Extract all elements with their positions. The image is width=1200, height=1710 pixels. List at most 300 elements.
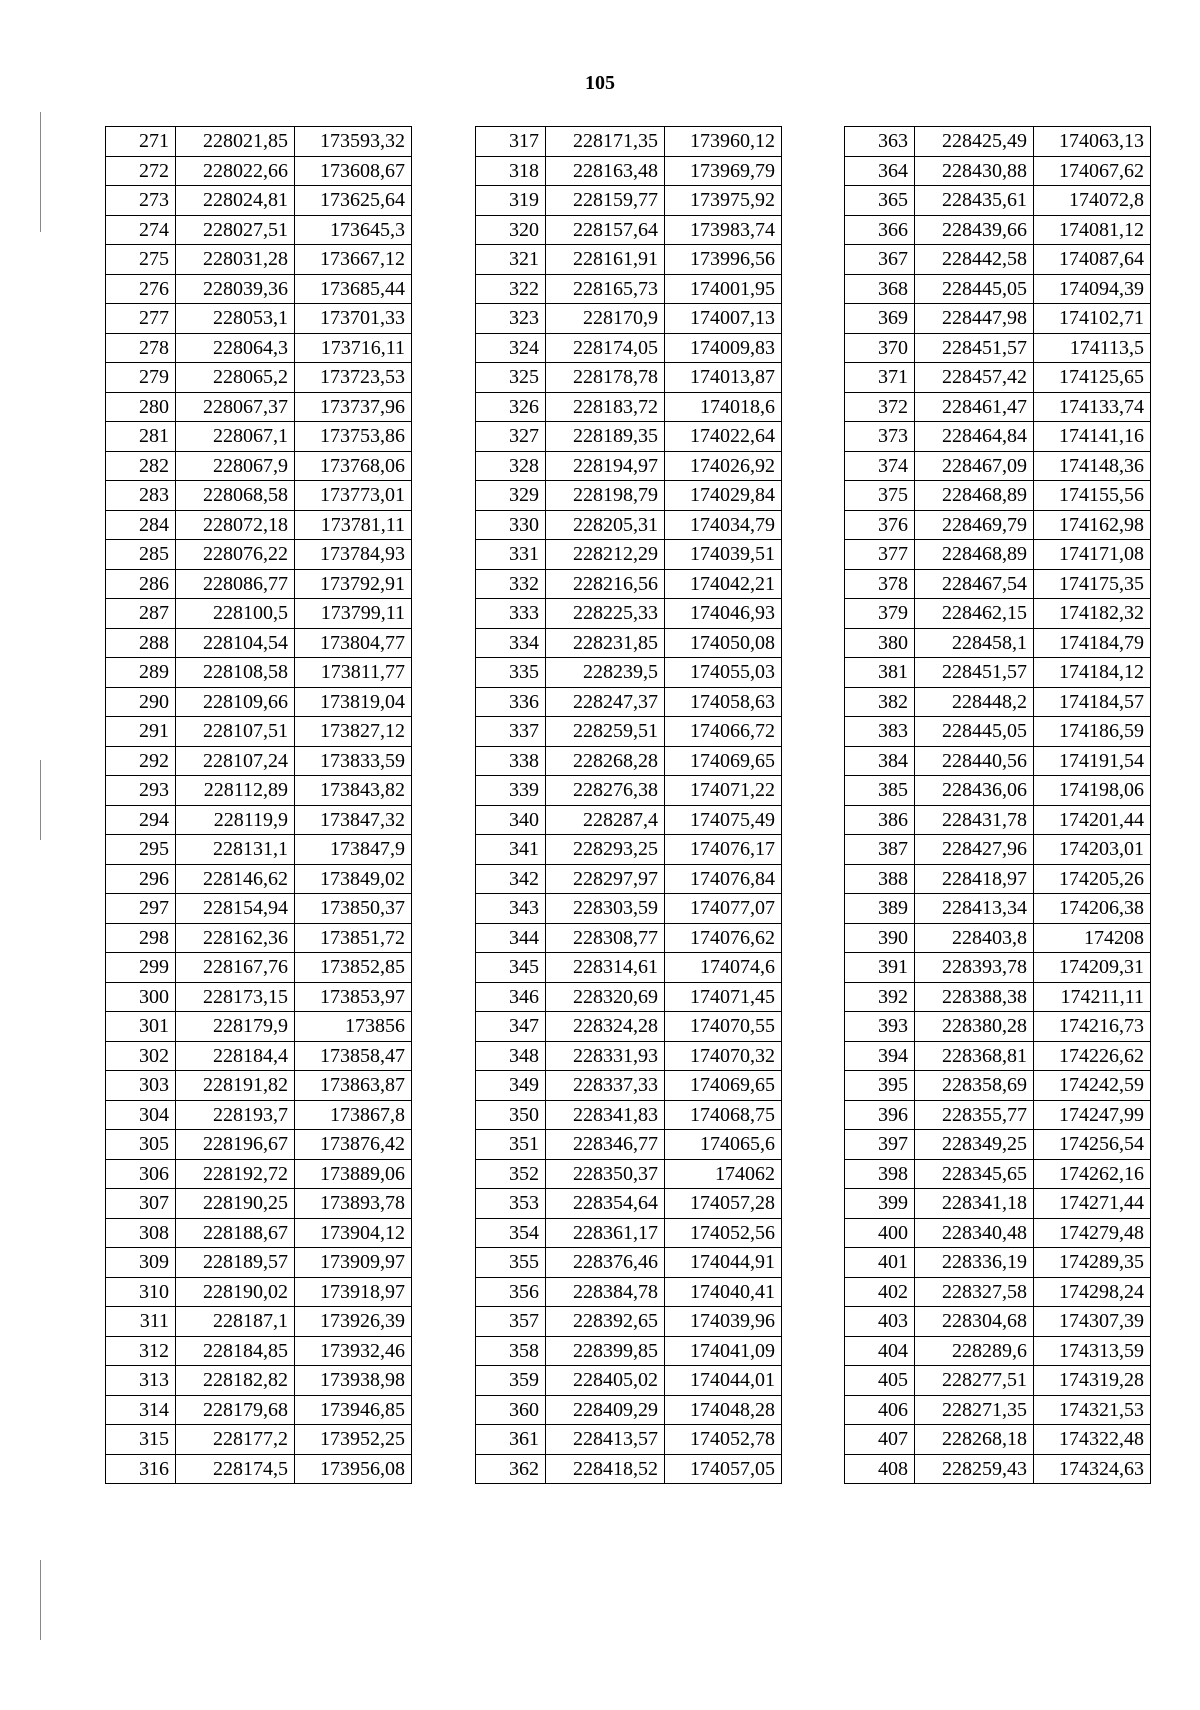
table-row: [845, 894, 1151, 924]
x-coordinate-cell: 228159,77: [546, 186, 665, 216]
y-coordinate-cell: 173918,97: [295, 1277, 412, 1307]
coordinate-table: [105, 126, 412, 1484]
y-coordinate-cell: 174041,09: [665, 1336, 782, 1366]
table-row: [845, 569, 1151, 599]
y-coordinate-cell: 174226,62: [1034, 1041, 1151, 1071]
y-coordinate-cell: 174298,24: [1034, 1277, 1151, 1307]
point-number-cell: 391: [845, 953, 915, 983]
x-coordinate-cell: 228435,61: [915, 186, 1034, 216]
x-coordinate-cell: 228107,51: [176, 717, 295, 747]
point-number-cell: 337: [476, 717, 546, 747]
table-row: [476, 864, 782, 894]
point-number-cell: 386: [845, 805, 915, 835]
x-coordinate-cell: 228184,4: [176, 1041, 295, 1071]
x-coordinate-cell: 228469,79: [915, 510, 1034, 540]
x-coordinate-cell: 228225,33: [546, 599, 665, 629]
point-number-cell: 272: [106, 156, 176, 186]
y-coordinate-cell: 174289,35: [1034, 1248, 1151, 1278]
y-coordinate-cell: 174052,78: [665, 1425, 782, 1455]
y-coordinate-cell: 174076,17: [665, 835, 782, 865]
x-coordinate-cell: 228427,96: [915, 835, 1034, 865]
y-coordinate-cell: 174313,59: [1034, 1336, 1151, 1366]
point-number-cell: 274: [106, 215, 176, 245]
x-coordinate-cell: 228065,2: [176, 363, 295, 393]
table-row: [106, 186, 412, 216]
y-coordinate-cell: 174125,65: [1034, 363, 1151, 393]
x-coordinate-cell: 228436,06: [915, 776, 1034, 806]
y-coordinate-cell: 173893,78: [295, 1189, 412, 1219]
table-row: [106, 658, 412, 688]
y-coordinate-cell: 174050,08: [665, 628, 782, 658]
x-coordinate-cell: 228418,97: [915, 864, 1034, 894]
y-coordinate-cell: 174307,39: [1034, 1307, 1151, 1337]
y-coordinate-cell: 174044,91: [665, 1248, 782, 1278]
table-row: [476, 1100, 782, 1130]
point-number-cell: 405: [845, 1366, 915, 1396]
point-number-cell: 291: [106, 717, 176, 747]
point-number-cell: 308: [106, 1218, 176, 1248]
point-number-cell: 397: [845, 1130, 915, 1160]
y-coordinate-cell: 173667,12: [295, 245, 412, 275]
x-coordinate-cell: 228464,84: [915, 422, 1034, 452]
y-coordinate-cell: 173849,02: [295, 864, 412, 894]
y-coordinate-cell: 174034,79: [665, 510, 782, 540]
y-coordinate-cell: 174211,11: [1034, 982, 1151, 1012]
x-coordinate-cell: 228068,58: [176, 481, 295, 511]
y-coordinate-cell: 173856: [295, 1012, 412, 1042]
point-number-cell: 374: [845, 451, 915, 481]
table-row: [476, 599, 782, 629]
point-number-cell: 362: [476, 1454, 546, 1484]
table-row: [106, 156, 412, 186]
x-coordinate-cell: 228276,38: [546, 776, 665, 806]
y-coordinate-cell: 174007,13: [665, 304, 782, 334]
table-row: [845, 215, 1151, 245]
x-coordinate-cell: 228451,57: [915, 333, 1034, 363]
point-number-cell: 309: [106, 1248, 176, 1278]
table-row: [845, 599, 1151, 629]
x-coordinate-cell: 228216,56: [546, 569, 665, 599]
table-row: [845, 1071, 1151, 1101]
y-coordinate-cell: 174039,96: [665, 1307, 782, 1337]
y-coordinate-cell: 174063,13: [1034, 127, 1151, 157]
x-coordinate-cell: 228165,73: [546, 274, 665, 304]
table-row: [845, 805, 1151, 835]
y-coordinate-cell: 174247,99: [1034, 1100, 1151, 1130]
x-coordinate-cell: 228188,67: [176, 1218, 295, 1248]
y-coordinate-cell: 174141,16: [1034, 422, 1151, 452]
y-coordinate-cell: 173852,85: [295, 953, 412, 983]
y-coordinate-cell: 174076,84: [665, 864, 782, 894]
x-coordinate-cell: 228268,18: [915, 1425, 1034, 1455]
table-row: [106, 835, 412, 865]
x-coordinate-cell: 228178,78: [546, 363, 665, 393]
table-row: [106, 864, 412, 894]
y-coordinate-cell: 173753,86: [295, 422, 412, 452]
y-coordinate-cell: 174184,79: [1034, 628, 1151, 658]
y-coordinate-cell: 173833,59: [295, 746, 412, 776]
y-coordinate-cell: 173889,06: [295, 1159, 412, 1189]
y-coordinate-cell: 174203,01: [1034, 835, 1151, 865]
table-row: [845, 1100, 1151, 1130]
point-number-cell: 399: [845, 1189, 915, 1219]
table-row: [106, 894, 412, 924]
table-row: [476, 1041, 782, 1071]
x-coordinate-cell: 228108,58: [176, 658, 295, 688]
x-coordinate-cell: 228021,85: [176, 127, 295, 157]
point-number-cell: 370: [845, 333, 915, 363]
x-coordinate-cell: 228194,97: [546, 451, 665, 481]
point-number-cell: 404: [845, 1336, 915, 1366]
table-row: [476, 717, 782, 747]
table-row: [106, 569, 412, 599]
y-coordinate-cell: 174029,84: [665, 481, 782, 511]
y-coordinate-cell: 173996,56: [665, 245, 782, 275]
x-coordinate-cell: 228384,78: [546, 1277, 665, 1307]
table-row: [845, 1041, 1151, 1071]
x-coordinate-cell: 228341,83: [546, 1100, 665, 1130]
table-row: [106, 510, 412, 540]
point-number-cell: 322: [476, 274, 546, 304]
y-coordinate-cell: 174319,28: [1034, 1366, 1151, 1396]
y-coordinate-cell: 173858,47: [295, 1041, 412, 1071]
x-coordinate-cell: 228403,8: [915, 923, 1034, 953]
table-row: [476, 1189, 782, 1219]
table-row: [476, 422, 782, 452]
table-row: [106, 923, 412, 953]
x-coordinate-cell: 228336,19: [915, 1248, 1034, 1278]
y-coordinate-cell: 174201,44: [1034, 805, 1151, 835]
x-coordinate-cell: 228027,51: [176, 215, 295, 245]
x-coordinate-cell: 228107,24: [176, 746, 295, 776]
table-row: [476, 1395, 782, 1425]
point-number-cell: 368: [845, 274, 915, 304]
table-row: [845, 1425, 1151, 1455]
y-coordinate-cell: 174133,74: [1034, 392, 1151, 422]
table-row: [845, 628, 1151, 658]
table-row: [845, 1012, 1151, 1042]
x-coordinate-cell: 228467,09: [915, 451, 1034, 481]
point-number-cell: 299: [106, 953, 176, 983]
y-coordinate-cell: 174066,72: [665, 717, 782, 747]
x-coordinate-cell: 228157,64: [546, 215, 665, 245]
x-coordinate-cell: 228247,37: [546, 687, 665, 717]
y-coordinate-cell: 174057,05: [665, 1454, 782, 1484]
y-coordinate-cell: 174001,95: [665, 274, 782, 304]
x-coordinate-cell: 228067,9: [176, 451, 295, 481]
table-row: [845, 451, 1151, 481]
x-coordinate-cell: 228393,78: [915, 953, 1034, 983]
table-row: [106, 1100, 412, 1130]
table-row: [476, 186, 782, 216]
y-coordinate-cell: 173909,97: [295, 1248, 412, 1278]
x-coordinate-cell: 228170,9: [546, 304, 665, 334]
x-coordinate-cell: 228271,35: [915, 1395, 1034, 1425]
y-coordinate-cell: 174198,06: [1034, 776, 1151, 806]
table-row: [476, 953, 782, 983]
y-coordinate-cell: 174067,62: [1034, 156, 1151, 186]
x-coordinate-cell: 228439,66: [915, 215, 1034, 245]
y-coordinate-cell: 174013,87: [665, 363, 782, 393]
y-coordinate-cell: 173904,12: [295, 1218, 412, 1248]
y-coordinate-cell: 173685,44: [295, 274, 412, 304]
y-coordinate-cell: 174279,48: [1034, 1218, 1151, 1248]
x-coordinate-cell: 228380,28: [915, 1012, 1034, 1042]
x-coordinate-cell: 228131,1: [176, 835, 295, 865]
y-coordinate-cell: 173969,79: [665, 156, 782, 186]
x-coordinate-cell: 228183,72: [546, 392, 665, 422]
x-coordinate-cell: 228179,68: [176, 1395, 295, 1425]
point-number-cell: 396: [845, 1100, 915, 1130]
y-coordinate-cell: 174191,54: [1034, 746, 1151, 776]
table-row: [845, 1395, 1151, 1425]
point-number-cell: 372: [845, 392, 915, 422]
y-coordinate-cell: 174069,65: [665, 1071, 782, 1101]
x-coordinate-cell: 228442,58: [915, 245, 1034, 275]
table-row: [845, 1189, 1151, 1219]
x-coordinate-cell: 228350,37: [546, 1159, 665, 1189]
x-coordinate-cell: 228024,81: [176, 186, 295, 216]
y-coordinate-cell: 174102,71: [1034, 304, 1151, 334]
x-coordinate-cell: 228448,2: [915, 687, 1034, 717]
y-coordinate-cell: 174018,6: [665, 392, 782, 422]
point-number-cell: 387: [845, 835, 915, 865]
y-coordinate-cell: 174055,03: [665, 658, 782, 688]
x-coordinate-cell: 228303,59: [546, 894, 665, 924]
table-row: [845, 1336, 1151, 1366]
x-coordinate-cell: 228368,81: [915, 1041, 1034, 1071]
y-coordinate-cell: 174322,48: [1034, 1425, 1151, 1455]
x-coordinate-cell: 228340,48: [915, 1218, 1034, 1248]
table-row: [106, 1130, 412, 1160]
margin-line: [40, 1560, 41, 1640]
x-coordinate-cell: 228053,1: [176, 304, 295, 334]
table-row: [845, 746, 1151, 776]
y-coordinate-cell: 173847,9: [295, 835, 412, 865]
y-coordinate-cell: 174182,32: [1034, 599, 1151, 629]
point-number-cell: 279: [106, 363, 176, 393]
x-coordinate-cell: 228361,17: [546, 1218, 665, 1248]
point-number-cell: 393: [845, 1012, 915, 1042]
y-coordinate-cell: 174094,39: [1034, 274, 1151, 304]
point-number-cell: 304: [106, 1100, 176, 1130]
point-number-cell: 282: [106, 451, 176, 481]
table-row: [106, 215, 412, 245]
point-number-cell: 324: [476, 333, 546, 363]
x-coordinate-cell: 228067,1: [176, 422, 295, 452]
point-number-cell: 338: [476, 746, 546, 776]
y-coordinate-cell: 174022,64: [665, 422, 782, 452]
x-coordinate-cell: 228174,5: [176, 1454, 295, 1484]
x-coordinate-cell: 228163,48: [546, 156, 665, 186]
table-row: [845, 923, 1151, 953]
point-number-cell: 328: [476, 451, 546, 481]
x-coordinate-cell: 228259,51: [546, 717, 665, 747]
table-row: [476, 1248, 782, 1278]
table-row: [476, 215, 782, 245]
y-coordinate-cell: 173926,39: [295, 1307, 412, 1337]
y-coordinate-cell: 174321,53: [1034, 1395, 1151, 1425]
x-coordinate-cell: 228388,38: [915, 982, 1034, 1012]
point-number-cell: 388: [845, 864, 915, 894]
y-coordinate-cell: 173593,32: [295, 127, 412, 157]
table-row: [476, 776, 782, 806]
x-coordinate-cell: 228346,77: [546, 1130, 665, 1160]
x-coordinate-cell: 228196,67: [176, 1130, 295, 1160]
table-row: [106, 1071, 412, 1101]
point-number-cell: 407: [845, 1425, 915, 1455]
point-number-cell: 333: [476, 599, 546, 629]
table-row: [106, 1041, 412, 1071]
point-number-cell: 276: [106, 274, 176, 304]
y-coordinate-cell: 174068,75: [665, 1100, 782, 1130]
point-number-cell: 347: [476, 1012, 546, 1042]
table-row: [845, 835, 1151, 865]
point-number-cell: 395: [845, 1071, 915, 1101]
point-number-cell: 383: [845, 717, 915, 747]
x-coordinate-cell: 228418,52: [546, 1454, 665, 1484]
point-number-cell: 358: [476, 1336, 546, 1366]
point-number-cell: 354: [476, 1218, 546, 1248]
x-coordinate-cell: 228457,42: [915, 363, 1034, 393]
point-number-cell: 306: [106, 1159, 176, 1189]
table-row: [106, 1366, 412, 1396]
table-row: [106, 333, 412, 363]
table-row: [476, 392, 782, 422]
y-coordinate-cell: 174071,22: [665, 776, 782, 806]
y-coordinate-cell: 174072,8: [1034, 186, 1151, 216]
table-row: [106, 953, 412, 983]
x-coordinate-cell: 228189,35: [546, 422, 665, 452]
point-number-cell: 281: [106, 422, 176, 452]
y-coordinate-cell: 173792,91: [295, 569, 412, 599]
table-row: [106, 1454, 412, 1484]
y-coordinate-cell: 173847,32: [295, 805, 412, 835]
y-coordinate-cell: 173863,87: [295, 1071, 412, 1101]
point-number-cell: 286: [106, 569, 176, 599]
y-coordinate-cell: 174081,12: [1034, 215, 1151, 245]
point-number-cell: 366: [845, 215, 915, 245]
point-number-cell: 301: [106, 1012, 176, 1042]
coordinate-table: [844, 126, 1151, 1484]
table-row: [106, 304, 412, 334]
point-number-cell: 345: [476, 953, 546, 983]
x-coordinate-cell: 228259,43: [915, 1454, 1034, 1484]
point-number-cell: 371: [845, 363, 915, 393]
table-row: [476, 304, 782, 334]
table-row: [845, 1248, 1151, 1278]
y-coordinate-cell: 174040,41: [665, 1277, 782, 1307]
table-row: [106, 1189, 412, 1219]
table-row: [106, 1336, 412, 1366]
y-coordinate-cell: 174057,28: [665, 1189, 782, 1219]
y-coordinate-cell: 174242,59: [1034, 1071, 1151, 1101]
x-coordinate-cell: 228467,54: [915, 569, 1034, 599]
margin-line: [40, 112, 41, 232]
table-row: [106, 982, 412, 1012]
table-row: [476, 746, 782, 776]
x-coordinate-cell: 228458,1: [915, 628, 1034, 658]
x-coordinate-cell: 228184,85: [176, 1336, 295, 1366]
point-number-cell: 402: [845, 1277, 915, 1307]
point-number-cell: 325: [476, 363, 546, 393]
x-coordinate-cell: 228198,79: [546, 481, 665, 511]
table-row: [106, 540, 412, 570]
x-coordinate-cell: 228324,28: [546, 1012, 665, 1042]
y-coordinate-cell: 174113,5: [1034, 333, 1151, 363]
x-coordinate-cell: 228354,64: [546, 1189, 665, 1219]
table-row: [845, 186, 1151, 216]
x-coordinate-cell: 228171,35: [546, 127, 665, 157]
point-number-cell: 343: [476, 894, 546, 924]
table-row: [845, 864, 1151, 894]
x-coordinate-cell: 228022,66: [176, 156, 295, 186]
x-coordinate-cell: 228445,05: [915, 274, 1034, 304]
point-number-cell: 334: [476, 628, 546, 658]
y-coordinate-cell: 173804,77: [295, 628, 412, 658]
point-number-cell: 280: [106, 392, 176, 422]
x-coordinate-cell: 228405,02: [546, 1366, 665, 1396]
x-coordinate-cell: 228345,65: [915, 1159, 1034, 1189]
x-coordinate-cell: 228314,61: [546, 953, 665, 983]
y-coordinate-cell: 173850,37: [295, 894, 412, 924]
y-coordinate-cell: 173625,64: [295, 186, 412, 216]
y-coordinate-cell: 174039,51: [665, 540, 782, 570]
point-number-cell: 296: [106, 864, 176, 894]
y-coordinate-cell: 173716,11: [295, 333, 412, 363]
point-number-cell: 385: [845, 776, 915, 806]
point-number-cell: 273: [106, 186, 176, 216]
x-coordinate-cell: 228104,54: [176, 628, 295, 658]
table-row: [476, 894, 782, 924]
x-coordinate-cell: 228349,25: [915, 1130, 1034, 1160]
point-number-cell: 364: [845, 156, 915, 186]
y-coordinate-cell: 174216,73: [1034, 1012, 1151, 1042]
x-coordinate-cell: 228399,85: [546, 1336, 665, 1366]
table-row: [845, 481, 1151, 511]
table-row: [845, 982, 1151, 1012]
table-row: [845, 392, 1151, 422]
table-row: [106, 1248, 412, 1278]
table-row: [476, 835, 782, 865]
table-row: [106, 746, 412, 776]
y-coordinate-cell: 174046,93: [665, 599, 782, 629]
point-number-cell: 326: [476, 392, 546, 422]
point-number-cell: 302: [106, 1041, 176, 1071]
point-number-cell: 361: [476, 1425, 546, 1455]
table-row: [476, 1425, 782, 1455]
x-coordinate-cell: 228086,77: [176, 569, 295, 599]
table-row: [845, 127, 1151, 157]
y-coordinate-cell: 174209,31: [1034, 953, 1151, 983]
y-coordinate-cell: 173781,11: [295, 510, 412, 540]
table-row: [476, 923, 782, 953]
table-row: [845, 776, 1151, 806]
point-number-cell: 327: [476, 422, 546, 452]
x-coordinate-cell: 228212,29: [546, 540, 665, 570]
table-row: [106, 127, 412, 157]
table-row: [106, 1395, 412, 1425]
table-row: [106, 392, 412, 422]
point-number-cell: 298: [106, 923, 176, 953]
y-coordinate-cell: 173737,96: [295, 392, 412, 422]
y-coordinate-cell: 174077,07: [665, 894, 782, 924]
point-number-cell: 375: [845, 481, 915, 511]
x-coordinate-cell: 228440,56: [915, 746, 1034, 776]
x-coordinate-cell: 228187,1: [176, 1307, 295, 1337]
point-number-cell: 293: [106, 776, 176, 806]
point-number-cell: 403: [845, 1307, 915, 1337]
